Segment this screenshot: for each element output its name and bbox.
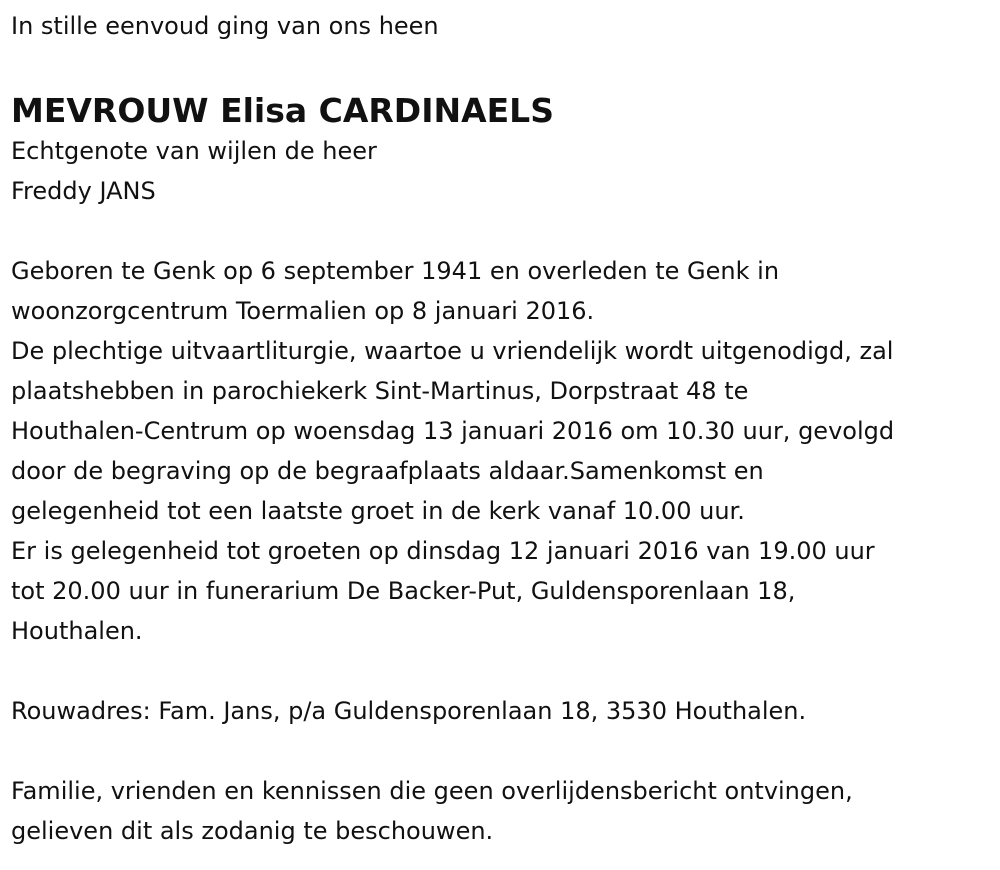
body-line: tot 20.00 uur in funerarium De Backer-Put, Guldensporenlaan 18, (11, 577, 796, 605)
body-line: door de begraving op de begraafplaats aldaar.Samenkomst en (11, 457, 764, 485)
mourning-address: Rouwadres: Fam. Jans, p/a Guldensporenlaan 18, 3530 Houthalen. (11, 697, 807, 725)
body-line: Houthalen-Centrum op woensdag 13 januari 2016 om 10.30 uur, gevolgd (11, 417, 895, 445)
obituary-notice (11, 6, 996, 851)
closing-line: Familie, vrienden en kennissen die geen overlijdensbericht ontvingen, (11, 777, 853, 805)
paragraph-gap (11, 731, 996, 771)
paragraph-gap (11, 211, 996, 251)
body-line: gelegenheid tot een laatste groet in de kerk vanaf 10.00 uur. (11, 497, 745, 525)
paragraph-gap (11, 651, 996, 691)
deceased-name: MEVROUW Elisa CARDINAELS (11, 91, 554, 130)
body-line: De plechtige uitvaartliturgie, waartoe u vriendelijk wordt uitgenodigd, zal (11, 337, 894, 365)
body-line: woonzorgcentrum Toermalien op 8 januari 2016. (11, 297, 595, 325)
closing-line: gelieven dit als zodanig te beschouwen. (11, 817, 494, 845)
body-line: Houthalen. (11, 617, 143, 645)
body-line: plaatshebben in parochiekerk Sint-Martinus, Dorpstraat 48 te (11, 377, 749, 405)
body-line: Er is gelegenheid tot groeten op dinsdag 12 januari 2016 van 19.00 uur (11, 537, 875, 565)
intro-text: In stille eenvoud ging van ons heen (11, 12, 439, 40)
relation-line: Echtgenote van wijlen de heer (11, 137, 377, 165)
spouse-name: Freddy JANS (11, 177, 156, 205)
body-line: Geboren te Genk op 6 september 1941 en overleden te Genk in (11, 257, 780, 285)
